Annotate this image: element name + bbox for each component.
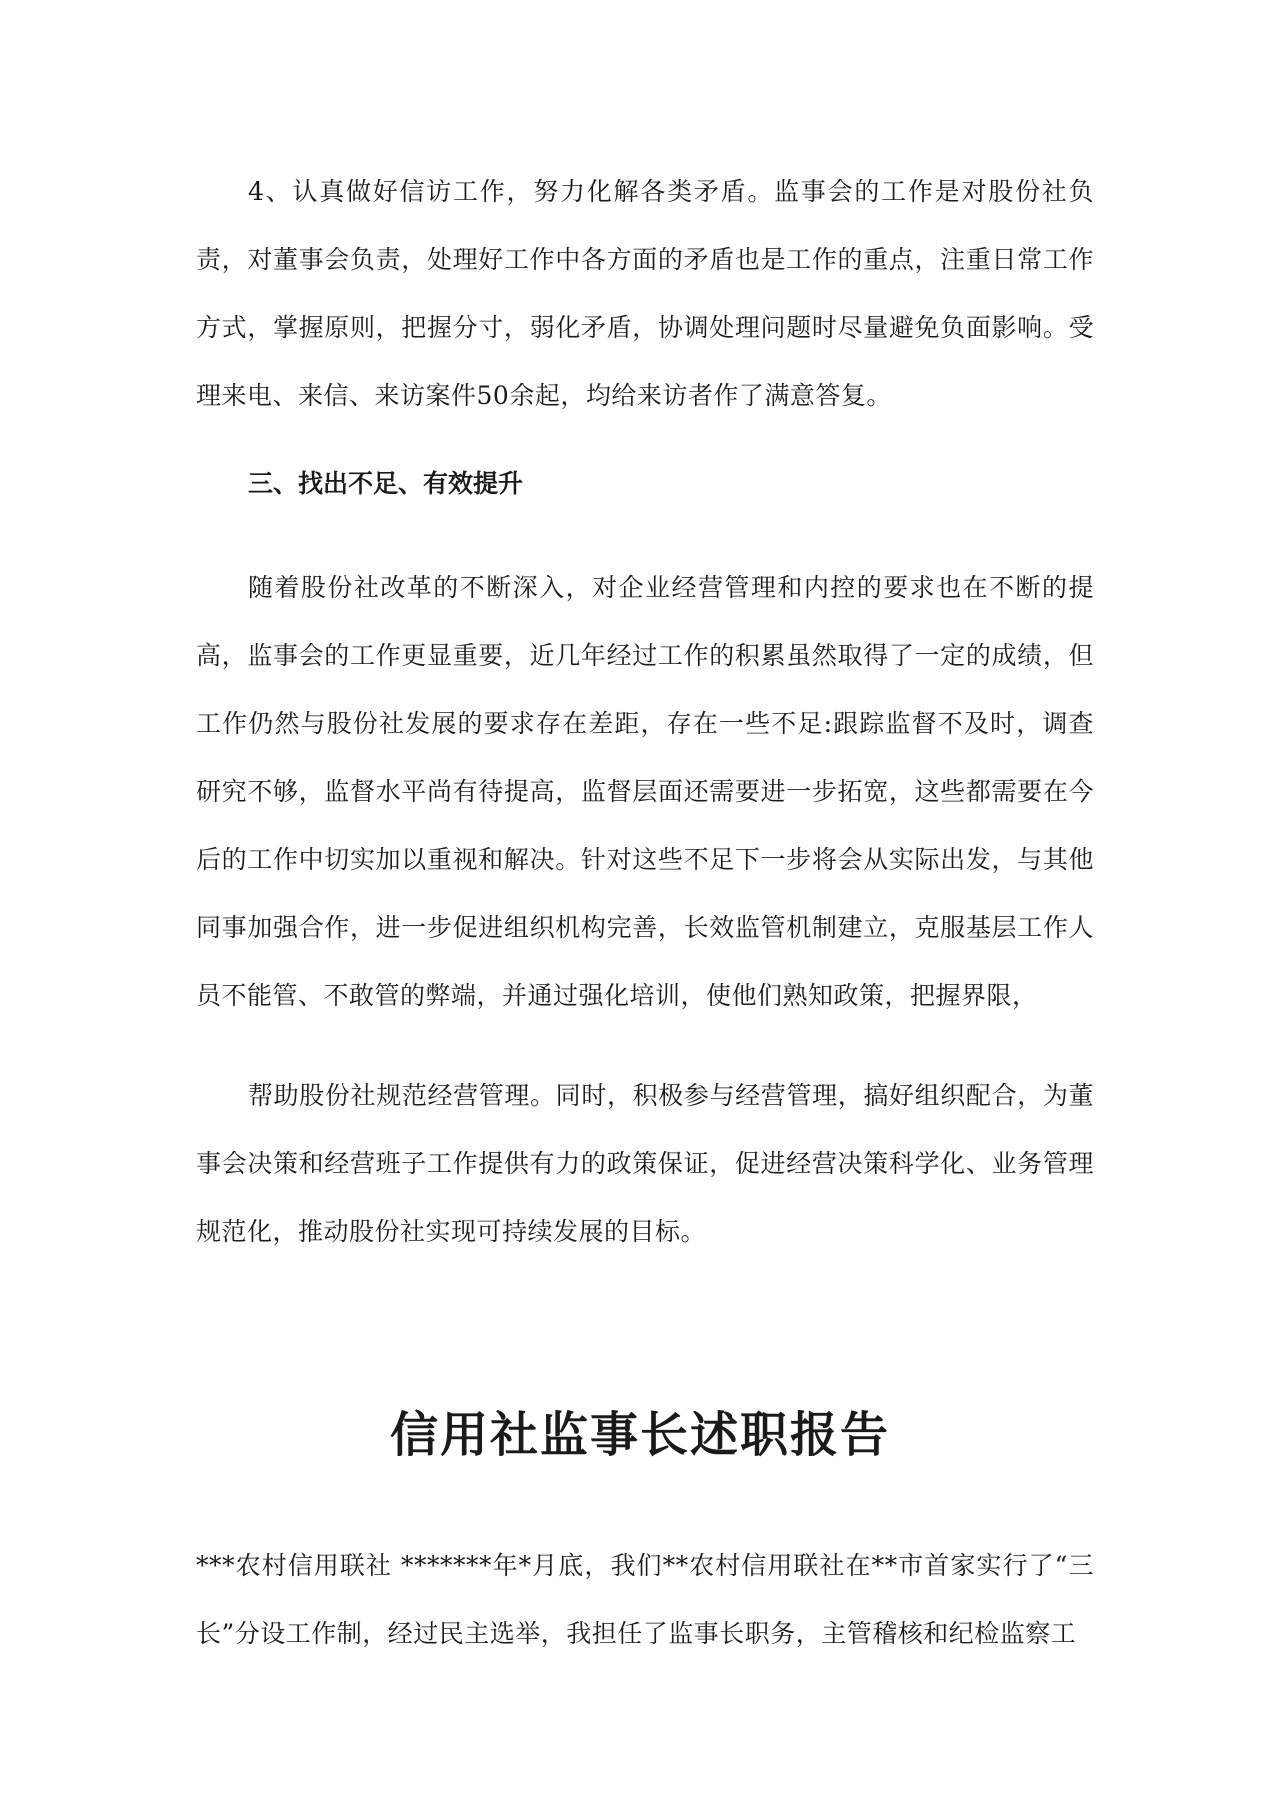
- section-heading: 三、找出不足、有效提升: [248, 469, 524, 498]
- paragraph-shortcomings: 随着股份社改革的不断深入，对企业经营管理和内控的要求也在不断的提高，监事会的工作更显重要，近几年经过工作的积累虽然取得了一定的成绩，但工作仍然与股份社发展的要求存在差距，存在一些不足:跟踪监督不及时，调查研究不够，监督水平尚有待提高，监督层面还需要进一步拓宽，这些都需要在今后的工作中切实加以重视和解决。针对这些不足下一步将会从实际出发，与其他同事加强合作，进一步促进组织机构完善，长效监管机制建立，克服基层工作人员不能管、不敢管的弊端，并通过强化培训，使他们熟知政策，把握界限，: [196, 573, 1094, 1010]
- paragraph-petition-work: 4、认真做好信访工作，努力化解各类矛盾。监事会的工作是对股份社负责，对董事会负责，处理好工作中各方面的矛盾也是工作的重点，注重日常工作方式，掌握原则，把握分寸，弱化矛盾，协调处理问题时尽量避免负面影响。受理来电、来信、来访案件50余起，均给来访者作了满意答复。: [196, 177, 1094, 410]
- report-title: 信用社监事长述职报告: [389, 1407, 890, 1463]
- report-intro-paragraph: ***农村信用联社 *******年*月底，我们**农村信用联社在**市首家实行了“三长”分设工作制，经过民主选举，我担任了监事长职务，主管稽核和纪检监察工: [196, 1551, 1094, 1648]
- paragraph-help-management: 帮助股份社规范经营管理。同时，积极参与经营管理，搞好组织配合，为董事会决策和经营班子工作提供有力的政策保证，促进经营决策科学化、业务管理规范化，推动股份社实现可持续发展的目标。: [196, 1081, 1094, 1246]
